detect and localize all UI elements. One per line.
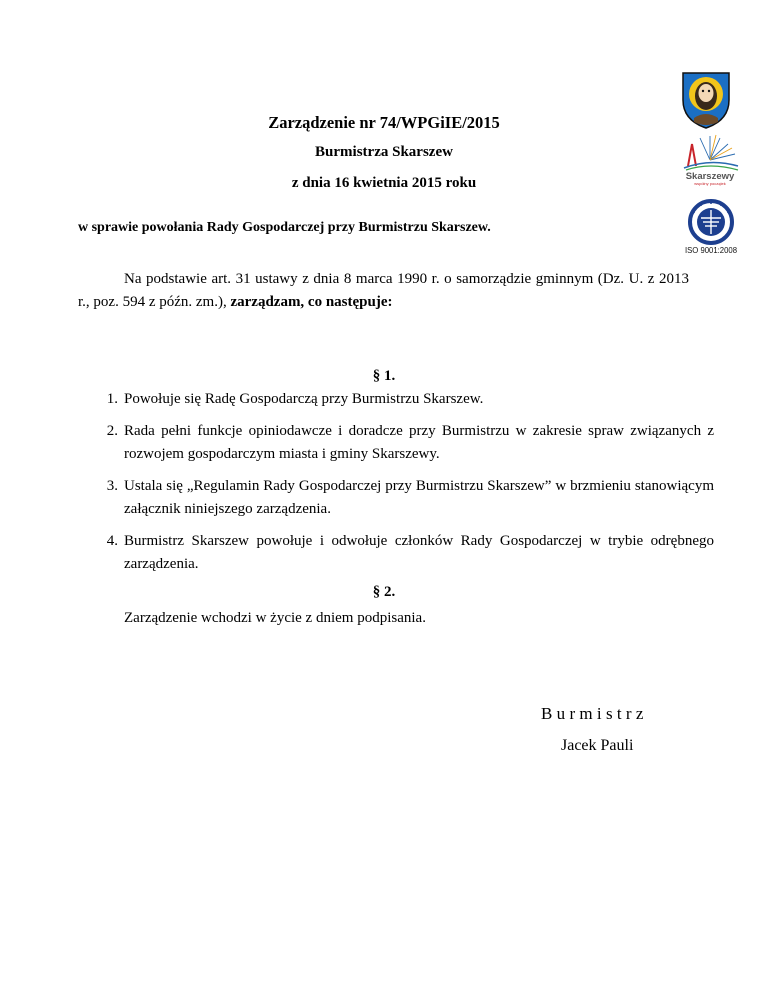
list-item-number: 4. <box>106 532 118 549</box>
section-1-list <box>78 388 714 585</box>
list-item-number: 2. <box>106 422 118 439</box>
signature-name: Jacek Pauli <box>561 737 634 754</box>
list-item <box>106 420 714 467</box>
document-title: Zarządzenie nr 74/WPGiIE/2015 <box>268 113 500 132</box>
list-item <box>106 530 714 577</box>
legal-basis-text: Na podstawie art. 31 ustawy z dnia 8 marca 1990 r. o samorządzie gminnym (Dz. U. z 2013 r., poz. 594 z późn. zm.), <box>78 271 689 310</box>
legal-basis-decision: zarządzam, co następuje: <box>230 294 393 310</box>
list-item-text: Powołuje się Radę Gospodarczą przy Burmistrzu Skarszew. <box>124 391 484 407</box>
list-item-number: 3. <box>106 477 118 494</box>
legal-basis-paragraph <box>78 268 689 314</box>
iso-certificate-icon <box>683 198 739 256</box>
section-2-text: Zarządzenie wchodzi w życie z dniem podpisania. <box>124 610 426 626</box>
list-item-number: 1. <box>106 391 118 407</box>
town-logo-tagline: wspólny początek <box>694 181 726 186</box>
section-2-heading: § 2. <box>372 584 396 600</box>
document-issuer: Burmistrza Skarszew <box>315 144 453 160</box>
section-1-heading: § 1. <box>372 368 396 384</box>
coat-of-arms-icon <box>680 70 732 130</box>
town-logo-name: Skarszewy <box>685 171 735 182</box>
town-logo-icon <box>680 132 740 187</box>
list-item <box>106 388 714 412</box>
list-item <box>106 475 714 522</box>
document-date: z dnia 16 kwietnia 2015 roku <box>291 175 477 191</box>
list-item-text: Burmistrz Skarszew powołuje i odwołuje członków Rady Gospodarczej w trybie odrębnego zarządzenia. <box>124 532 714 572</box>
iso-label: ISO 9001:2008 <box>685 246 738 255</box>
document-subject: w sprawie powołania Rady Gospodarczej przy Burmistrzu Skarszew. <box>78 220 491 235</box>
signature-role: Burmistrz <box>541 704 648 723</box>
list-item-text: Rada pełni funkcje opiniodawcze i doradcze przy Burmistrzu w zakresie spraw związanych z rozwojem gospodarczym miasta i gminy Skarszewy. <box>124 422 714 462</box>
list-item-text: Ustala się „Regulamin Rady Gospodarczej przy Burmistrzu Skarszew” w brzmieniu stanowiącym załącznik niniejszego zarządzenia. <box>124 477 714 517</box>
